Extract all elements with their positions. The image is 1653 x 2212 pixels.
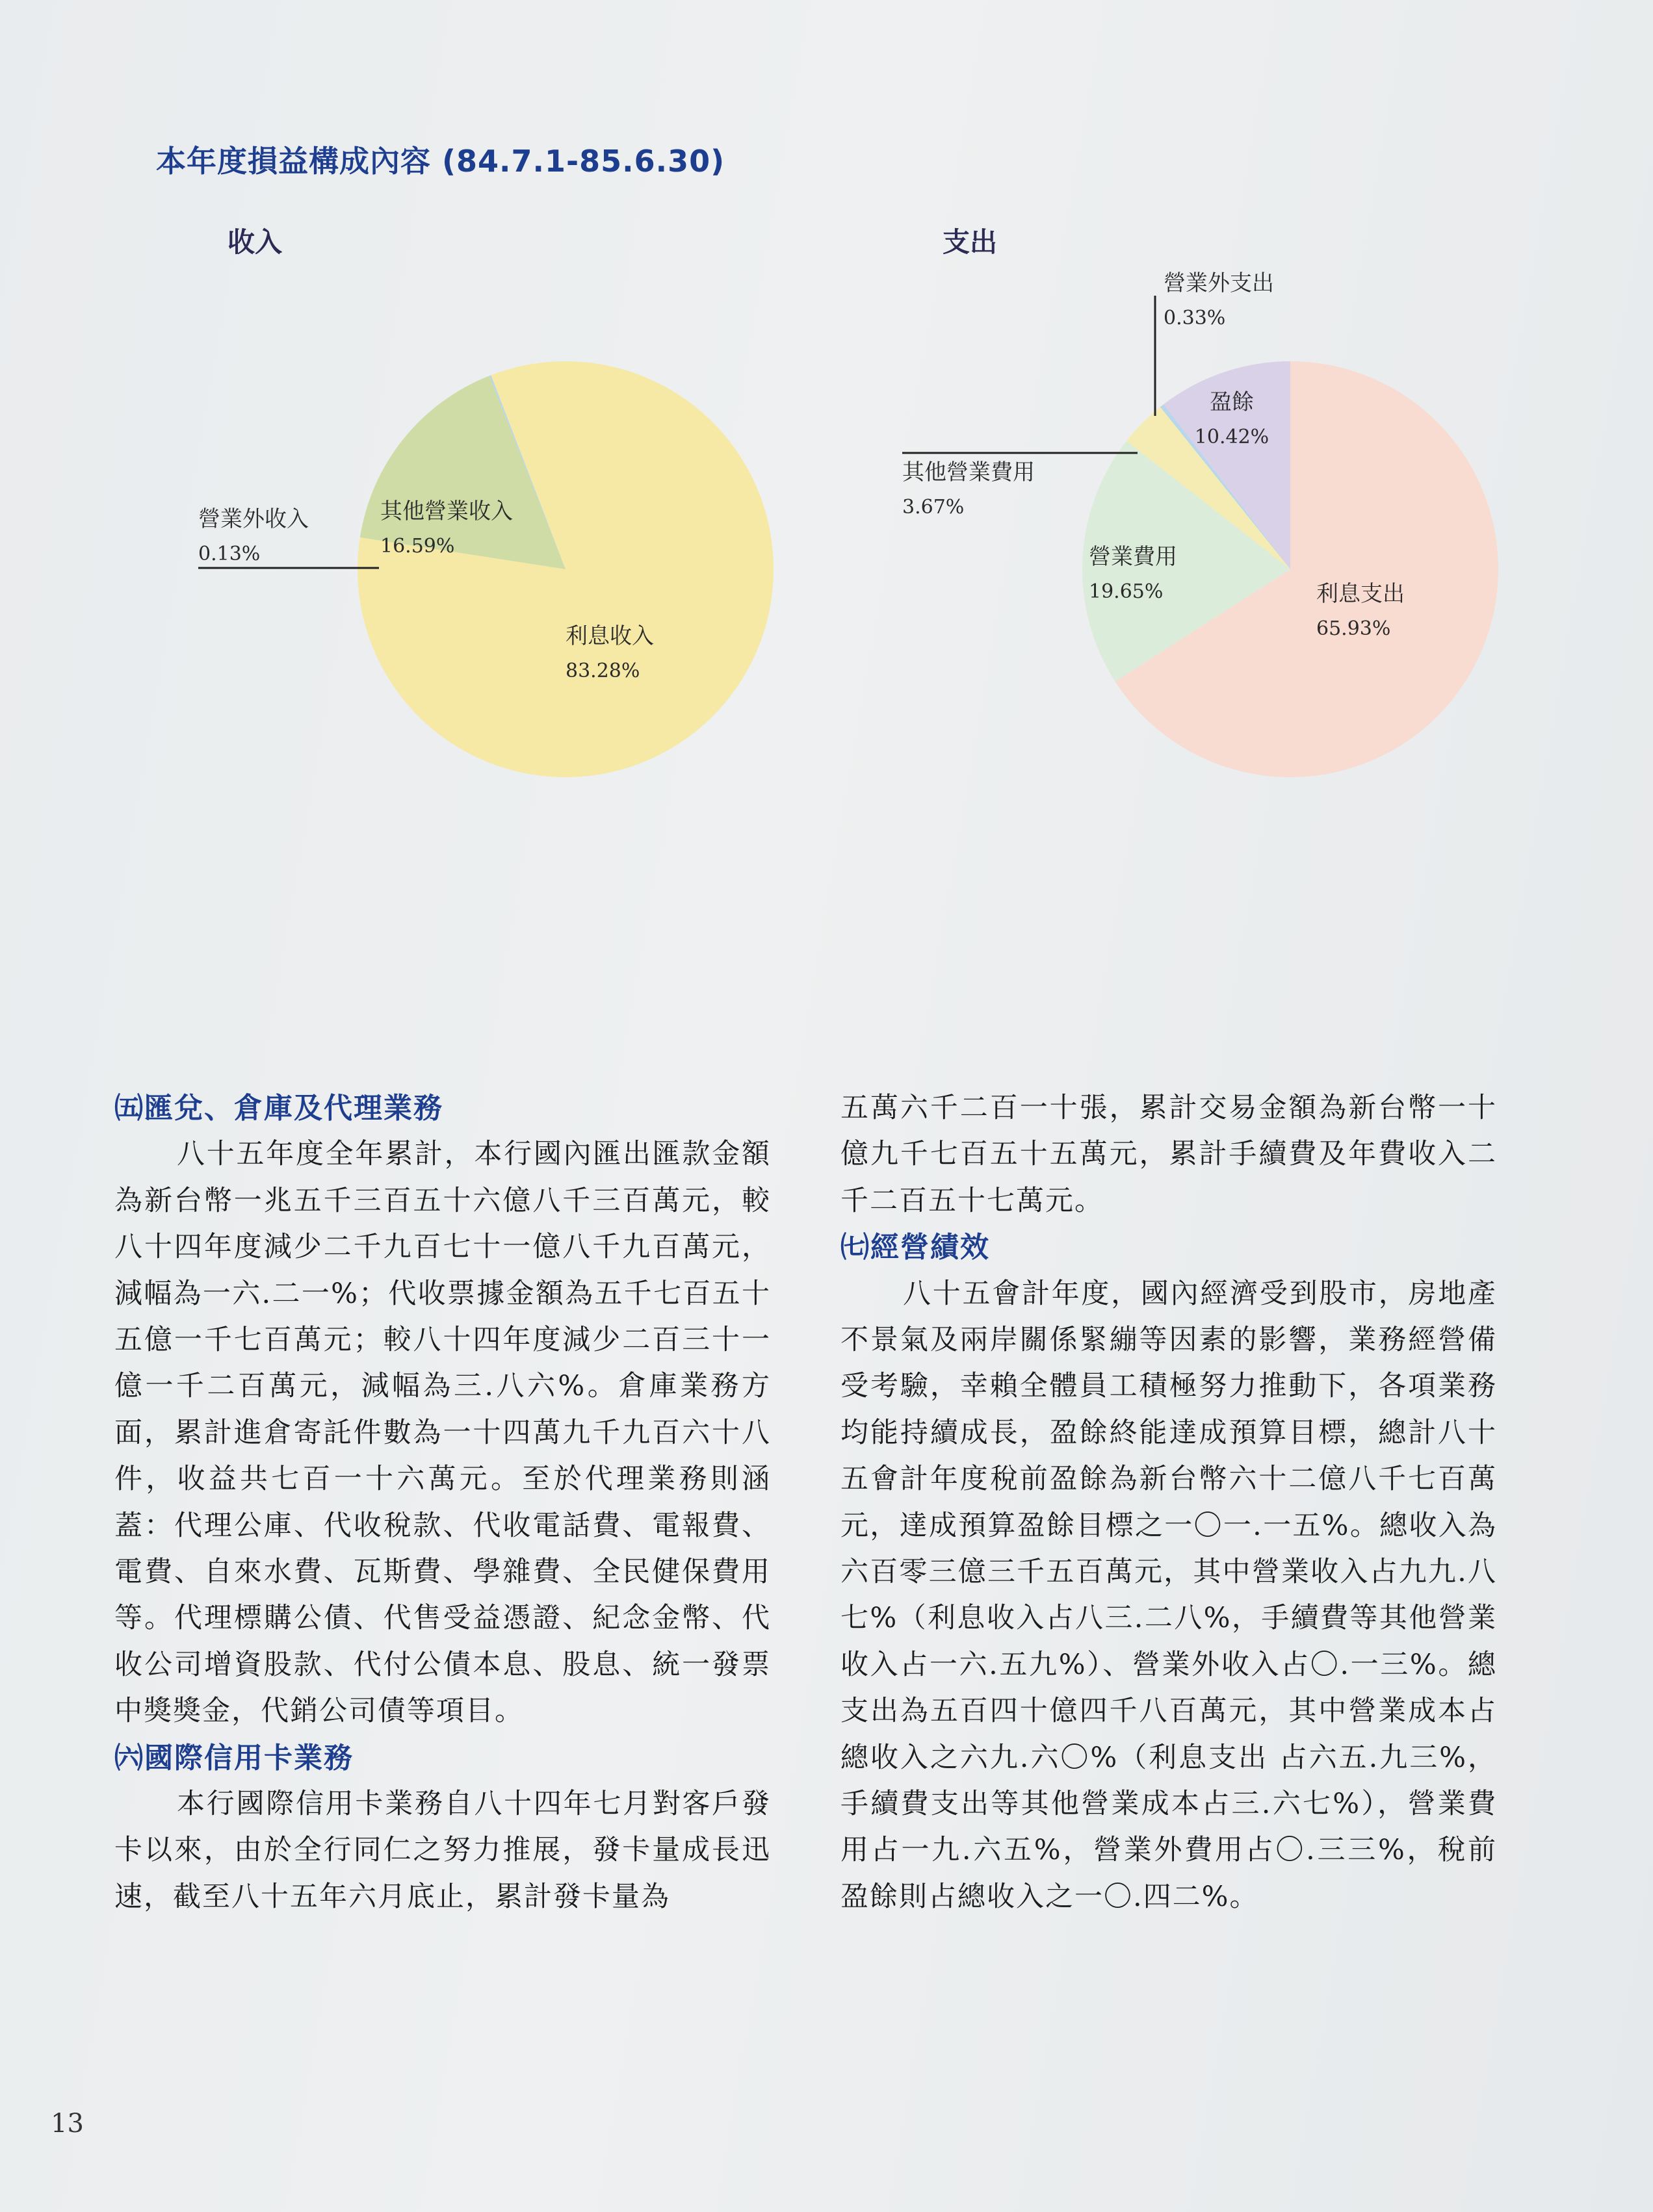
chart-1-label-4: 盈餘 bbox=[1210, 389, 1254, 415]
income-pie bbox=[358, 361, 774, 777]
section-6-paragraph: 本行國際信用卡業務自八十四年七月對客戶發卡以來，由於全行同仁之努力推展，發卡量成長迅速，截至八十五年六月底止，累計發卡量為 bbox=[114, 1788, 771, 1913]
chart-0-label-2: 營業外收入 bbox=[198, 506, 309, 532]
chart-1-label-2: 其他營業費用 bbox=[902, 459, 1035, 485]
income-chart-title: 收入 bbox=[228, 226, 283, 258]
chart-1-label-1: 營業費用 bbox=[1089, 544, 1177, 570]
section-5-title: ㈤匯兌、倉庫及代理業務 bbox=[114, 1092, 443, 1125]
chart-0-value-0: 83.28% bbox=[566, 660, 640, 682]
chart-1-label-0: 利息支出 bbox=[1316, 581, 1405, 607]
section-6-continued: 五萬六千二百一十張，累計交易金額為新台幣一十億九千七百五十五萬元，累計手續費及年費收入二千二百五十七萬元。 bbox=[840, 1092, 1497, 1217]
chart-1-label-3: 營業外支出 bbox=[1164, 270, 1274, 296]
chart-1-value-1: 19.65% bbox=[1089, 580, 1164, 603]
chart-0-label-1: 其他營業收入 bbox=[380, 498, 513, 524]
chart-1-value-3: 0.33% bbox=[1164, 307, 1226, 329]
chart-0-value-1: 16.59% bbox=[380, 535, 455, 558]
page-number: 13 bbox=[51, 2109, 84, 2139]
chart-1-value-2: 3.67% bbox=[902, 496, 965, 519]
page-title: 本年度損益構成內容 (84.7.1-85.6.30) bbox=[156, 144, 725, 179]
chart-0-label-0: 利息收入 bbox=[566, 623, 654, 649]
expense-chart-title: 支出 bbox=[943, 226, 998, 258]
chart-1-value-0: 65.93% bbox=[1316, 617, 1391, 640]
section-6-title: ㈥國際信用卡業務 bbox=[114, 1741, 354, 1775]
section-5-paragraph: 八十五年度全年累計，本行國內匯出匯款金額為新台幣一兆五千三百五十六億八千三百萬元，較八十四年度減少二千九百七十一億八千九百萬元，減幅為一六.二一%；代收票據金額為五千七百五十五億一千七百萬元；較八十四年度減少二百三十一億一千二百萬元，減幅為三.八六%。倉庫業務方面，累計進倉寄託件數為一十四萬九千九百六十八件，收益共七百一十六萬元。至於代理業務則涵蓋：代理公庫、代收稅款、代收電話費、電報費、電費、自來水費、瓦斯費、學雜費、全民健保費用等。代理標購公債、代售受益憑證、紀念金幣、代收公司增資股款、代付公債本息、股息、統一發票中獎獎金，代銷公司債等項目。 bbox=[114, 1138, 771, 1728]
chart-0-value-2: 0.13% bbox=[198, 543, 261, 565]
left-column bbox=[114, 1085, 771, 1920]
section-7-title: ㈦經營績效 bbox=[840, 1231, 990, 1265]
right-column bbox=[840, 1085, 1497, 1920]
section-7-paragraph: 八十五會計年度，國內經濟受到股市，房地產不景氣及兩岸關係緊繃等因素的影響，業務經營備受考驗，幸賴全體員工積極努力推動下，各項業務均能持續成長，盈餘終能達成預算目標，總計八十五會計年度稅前盈餘為新台幣六十二億八千七百萬元，達成預算盈餘目標之一〇一.一五%。總收入為六百零三億三千五百萬元，其中營業收入占九九.八七%（利息收入占八三.二八%，手續費等其他營業收入占一六.五九%）、營業外收入占〇.一三%。總支出為五百四十億四千八百萬元，其中營業成本占總收入之六九.六〇%（利息支出 占六五.九三%，手續費支出等其他營業成本占三.六七%），營業費用占一九.六五%，營業外費用占〇.三三%，稅前盈餘則占總收入之一〇.四二%。 bbox=[840, 1277, 1497, 1913]
pie-charts bbox=[0, 0, 1653, 975]
chart-1-value-4: 10.42% bbox=[1194, 426, 1269, 448]
